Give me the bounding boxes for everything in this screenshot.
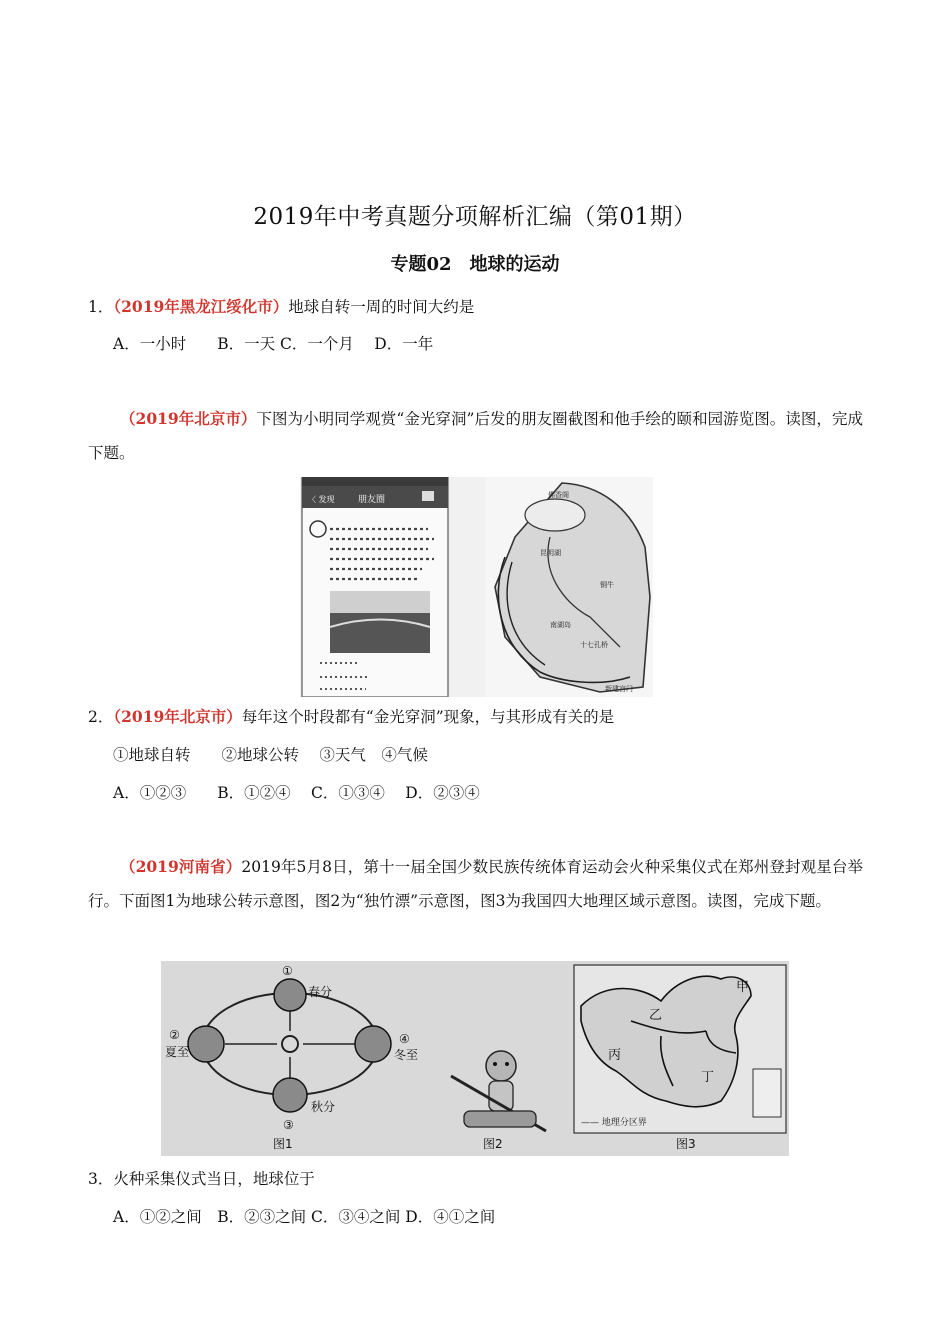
question-stem: 地球自转一周的时间大约是 [288, 298, 475, 316]
map-label: 十七孔桥 [580, 641, 608, 649]
position-number: ① [282, 964, 293, 978]
question-number: 2． [88, 708, 114, 726]
topic-subtitle: 专题02 地球的运动 [390, 254, 560, 275]
material-text: 下图为小明同学观赏“金光穿洞”后发的朋友圈截图和他手绘的颐和园游览图。读图，完成下题。 [88, 410, 863, 462]
question-2 [88, 706, 614, 728]
question-3 [88, 1168, 315, 1190]
question-stem: 火种采集仪式当日，地球位于 [113, 1170, 315, 1188]
question-stem: 每年这个时段都有“金光穿洞”现象，与其形成有关的是 [241, 708, 615, 726]
position-label: 秋分 [311, 1100, 336, 1114]
region-label: 甲 [736, 980, 750, 995]
question-number: 3． [88, 1170, 114, 1188]
question-2-options: A．①②③ B．①②④ C．①③④ D．②③④ [113, 784, 480, 802]
figure-three-diagrams [161, 961, 789, 1156]
question-source: （2019年北京市） [113, 707, 242, 726]
position-number: ② [169, 1028, 180, 1042]
region-label: 丙 [608, 1048, 622, 1063]
sun-icon [282, 1036, 298, 1052]
material-intro-1 [88, 402, 863, 470]
earth-icon [274, 979, 306, 1011]
region-label: 乙 [649, 1008, 663, 1023]
map-label: 新建宫门 [605, 685, 633, 693]
earth-icon [188, 1026, 224, 1062]
figure-caption: 图1 [273, 1137, 293, 1151]
map-label: 南湖岛 [550, 621, 571, 629]
figure-caption: 图3 [676, 1137, 696, 1151]
question-3-options: A．①②之间 B．②③之间 C．③④之间 D．④①之间 [113, 1208, 496, 1226]
position-label: 冬至 [394, 1048, 419, 1062]
map-legend: —— 地理分区界 [581, 1118, 647, 1128]
figure-caption: 图2 [483, 1137, 503, 1151]
map-label: 昆明湖 [540, 549, 561, 557]
figure-svg [161, 961, 789, 1156]
document-title: 2019年中考真题分项解析汇编（第01期） [253, 204, 697, 230]
position-number: ④ [399, 1032, 410, 1046]
figure-svg [300, 477, 653, 697]
question-2-items: ①地球自转 ②地球公转 ③天气 ④气候 [113, 746, 428, 764]
material-source: （2019河南省） [120, 857, 242, 876]
material-source: （2019年北京市） [120, 409, 257, 428]
position-label: 夏至 [165, 1045, 190, 1059]
question-source: （2019年黑龙江绥化市） [113, 297, 289, 316]
question-1 [88, 296, 474, 318]
phone-header-label: 朋友圈 [358, 495, 386, 505]
region-label: 丁 [701, 1070, 715, 1085]
earth-icon [273, 1078, 307, 1112]
earth-icon [355, 1026, 391, 1062]
question-1-options: A．一小时 B．一天 C．一个月 D．一年 [113, 335, 434, 353]
question-number: 1． [88, 298, 114, 316]
material-intro-2 [88, 850, 863, 918]
phone-back-label: 〈 发现 [308, 495, 335, 504]
map-label: 佛香阁 [548, 491, 569, 499]
position-number: ③ [283, 1118, 294, 1132]
figure-moments-and-map [300, 477, 653, 697]
material-text: 2019年5月8日，第十一届全国少数民族传统体育运动会火种采集仪式在郑州登封观星台举行。下面图1为地球公转示意图，图2为“独竹漂”示意图，图3为我国四大地理区域示意图。读图，完成下题。 [88, 858, 863, 910]
map-label: 铜牛 [600, 581, 614, 589]
position-label: 春分 [308, 985, 333, 999]
bamboo-rafter-illustration [451, 1051, 546, 1151]
